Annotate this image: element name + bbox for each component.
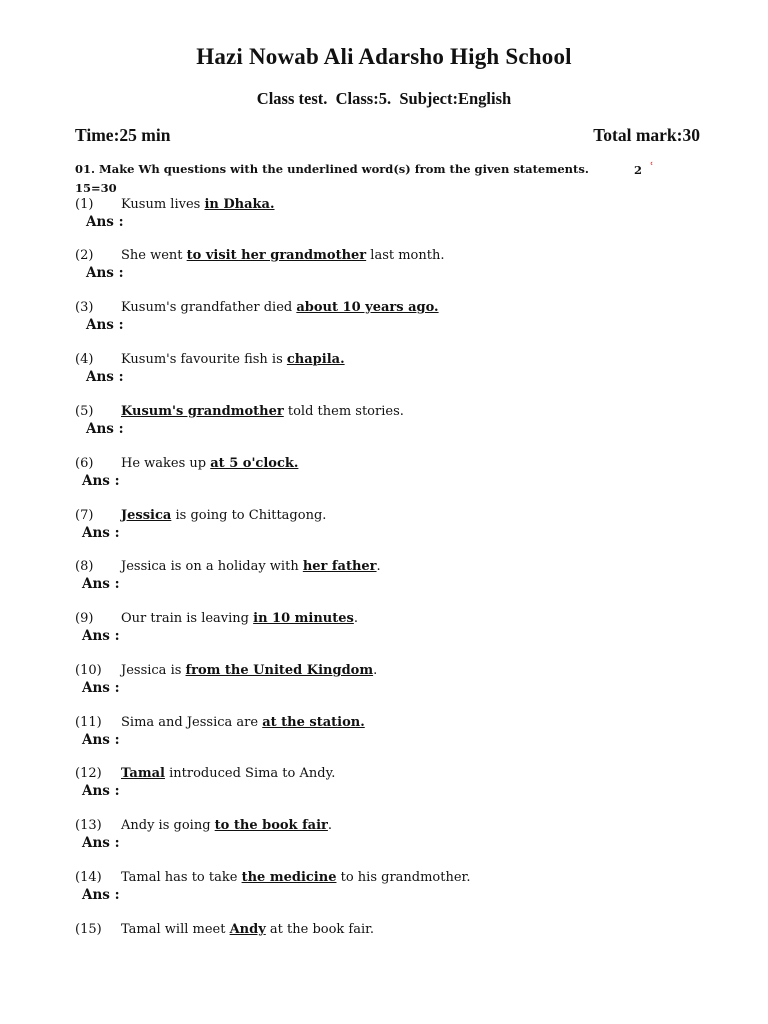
total-mark-label: Total mark:30 [593,125,700,145]
answer-label: Ans : [86,421,124,437]
question-item [0,922,768,962]
question-statement [121,818,332,833]
statement-text: Andy is going [121,818,215,833]
statement-text: Tamal will meet [121,922,230,937]
question-item [0,663,768,703]
answer-label: Ans : [82,680,120,696]
question-item [0,715,768,755]
question-item [0,352,768,392]
question-item [0,766,768,806]
question-number: (14) [75,870,102,885]
time-label: Time:25 min [75,125,171,145]
answer-label: Ans : [82,835,120,851]
question-number: (8) [75,559,94,574]
answer-label: Ans : [82,525,120,541]
underlined-phrase: about 10 years ago. [296,300,439,315]
question-number: (5) [75,404,94,419]
underlined-phrase: at 5 o'clock. [210,456,299,471]
question-number: (11) [75,715,102,730]
statement-text: Our train is leaving [121,611,254,626]
answer-label: Ans : [86,265,124,281]
question-statement [121,611,358,626]
underlined-phrase: at the station. [262,715,365,730]
question-statement [121,197,275,212]
underlined-phrase: in 10 minutes [253,611,354,626]
underlined-phrase: Kusum's grandmother [121,404,284,419]
answer-label: Ans : [82,887,120,903]
underlined-phrase: in Dhaka. [204,197,275,212]
answer-label: Ans : [82,473,120,489]
question-statement [121,404,404,419]
question-statement [121,715,365,730]
question-statement [121,456,298,471]
statement-text: She went [121,248,187,263]
statement-text: . [373,663,378,678]
statement-text: Sima and Jessica are [121,715,263,730]
question-statement [121,300,439,315]
question-item [0,300,768,340]
question-item [0,818,768,858]
question-number: (9) [75,611,94,626]
question-statement [121,559,381,574]
question-instruction: 01. Make Wh questions with the underlined word(s) from the given statements. [75,162,589,176]
underlined-phrase: Tamal [121,766,165,781]
question-statement [121,922,374,937]
underlined-phrase: from the United Kingdom [185,663,374,678]
question-statement [121,663,377,678]
statement-text: Jessica is on a holiday with [121,559,303,574]
underlined-phrase: Jessica [121,508,172,523]
underlined-phrase: chapila. [286,352,345,367]
question-statement [121,870,470,885]
question-statement [121,352,345,367]
question-item [0,611,768,651]
statement-text: . [376,559,381,574]
answer-label: Ans : [82,732,120,748]
statement-text: told them stories. [283,404,404,419]
question-statement [121,508,326,523]
marks-each: 2 [634,163,643,177]
red-tick-icon: ʿ [650,160,654,174]
question-item [0,508,768,548]
question-item [0,870,768,910]
statement-text: Tamal has to take [121,870,242,885]
answer-label: Ans : [86,317,124,333]
answer-label: Ans : [86,369,124,385]
statement-text: is going to Chittagong. [171,508,327,523]
underlined-phrase: to visit her grandmother [186,248,367,263]
question-statement [121,766,335,781]
statement-text: at the book fair. [265,922,375,937]
statement-text: introduced Sima to Andy. [164,766,336,781]
question-number: (13) [75,818,102,833]
statement-text: Jessica is [121,663,186,678]
school-name: Hazi Nowab Ali Adarsho High School [196,44,572,69]
statement-text: He wakes up [121,456,211,471]
question-item [0,559,768,599]
answer-label: Ans : [82,783,120,799]
answer-label: Ans : [82,576,120,592]
underlined-phrase: her father [302,559,377,574]
statement-text: last month. [366,248,445,263]
answer-label: Ans : [86,214,124,230]
question-item [0,404,768,444]
question-item [0,197,768,237]
question-statement [121,248,444,263]
statement-text: to his grandmother. [336,870,471,885]
marks-total: 15=30 [75,181,117,195]
question-number: (1) [75,197,94,212]
question-number: (15) [75,922,102,937]
statement-text: . [327,818,333,833]
question-number: (2) [75,248,94,263]
statement-text: Kusum's favourite fish is [121,352,287,367]
question-item [0,456,768,496]
underlined-phrase: the medicine [241,870,337,885]
question-number: (10) [75,663,102,678]
question-item [0,248,768,288]
answer-label: Ans : [82,628,120,644]
test-subtitle: Class test. Class:5. Subject:English [256,89,512,108]
statement-text: Kusum lives [121,197,205,212]
question-number: (3) [75,300,94,315]
question-number: (7) [75,508,94,523]
underlined-phrase: Andy [229,922,266,937]
question-number: (4) [75,352,94,367]
question-number: (6) [75,456,94,471]
question-number: (12) [75,766,102,781]
underlined-phrase: to the book fair [214,818,328,833]
statement-text: Kusum's grandfather died [121,300,297,315]
statement-text: . [353,611,358,626]
